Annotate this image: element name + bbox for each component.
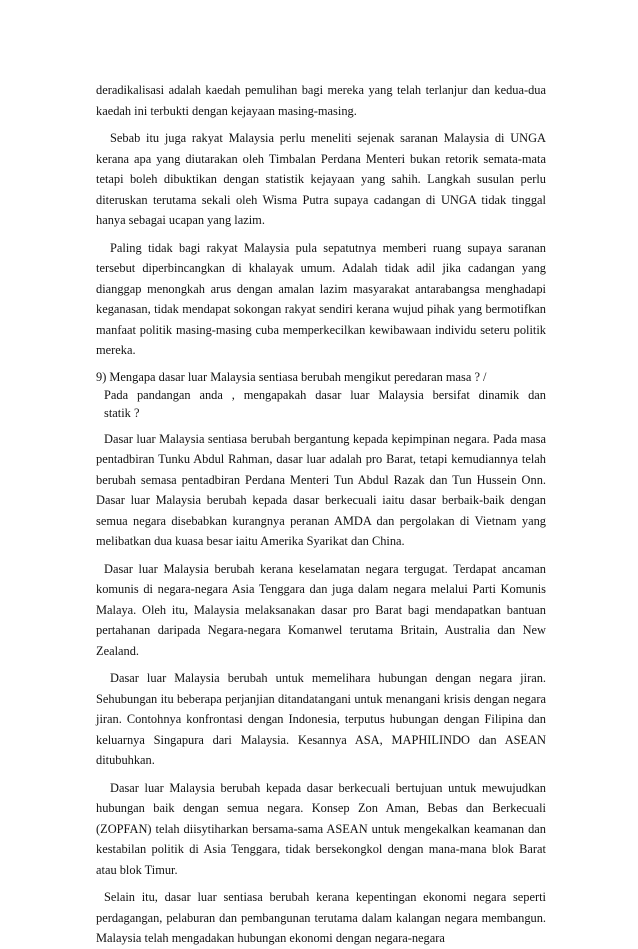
paragraph-2 [96,128,546,231]
paragraph-text: Dasar luar Malaysia sentiasa berubah bergantung kepada kepimpinan negara. Pada masa pentadbiran Tunku Abdul Rahman, dasar luar adalah pro Barat, tetapi kemudiannya telah berubah semasa pentadbiran Perdana Menteri Tun Abdul Razak dan Tun Hussein Onn. Dasar luar Malaysia berubah kepada dasar berkecuali iaitu dasar berbaik-baik dengan semua negara disebabkan kurangnya peranan AMDA dan pergolakan di Vietnam yang melibatkan dua kuasa besar iaitu Amerika Syarikat dan China. [96,431,546,548]
paragraph-text: Selain itu, dasar luar sentiasa berubah kerana kepentingan ekonomi negara seperti perdagangan, pelaburan dan pembangunan terutama dalam kalangan negara membangun. Malaysia telah mengadakan hubungan ekonomi dengan negara-negara [96,890,546,945]
paragraph-text: Dasar luar Malaysia berubah kerana keselamatan negara tergugat. Terdapat ancaman komunis di negara-negara Asia Tenggara dan juga dalam negara melalui Parti Komunis Malaya. Oleh itu, Malaysia melaksanakan dasar pro Barat bagi mendapatkan bantuan pertahanan daripada Negara-negara Komanwel terutama Britain, Australia dan New Zealand. [96,561,546,658]
answer-paragraph-2 [96,559,546,662]
answer-paragraph-1 [96,429,546,552]
answer-paragraph-3 [96,668,546,771]
paragraph-1 [96,80,546,121]
answer-paragraph-4 [96,778,546,881]
answer-paragraph-5 [96,887,546,949]
question-line-2: Pada pandangan anda , mengapakah dasar luar Malaysia bersifat dinamik dan [104,387,546,402]
question-line-3: statik ? [104,405,140,420]
paragraph-text: Sebab itu juga rakyat Malaysia perlu meneliti sejenak saranan Malaysia di UNGA kerana apa yang diutarakan oleh Timbalan Perdana Menteri bukan retorik semata-mata tetapi boleh dibuktikan dengan statistik kejayaan yang sahih. Langkah susulan perlu diteruskan terutama sekali oleh Wisma Putra supaya cadangan di UNGA tidak tinggal hanya sebagai ucapan yang lazim. [96,131,546,227]
question-9 [96,368,546,422]
paragraph-text: Dasar luar Malaysia berubah untuk memelihara hubungan dengan negara jiran. Sehubungan itu beberapa perjanjian ditandatangani untuk menangani krisis dengan negara jiran. Contohnya konfrontasi dengan Indonesia, terputus hubungan dengan Filipina dan keluarnya Singapura dari Malaysia. Kesannya ASA, MAPHILINDO dan ASEAN ditubuhkan. [96,671,546,767]
paragraph-text: Dasar luar Malaysia berubah kepada dasar berkecuali bertujuan untuk mewujudkan hubungan baik dengan semua negara. Konsep Zon Aman, Bebas dan Berkecuali (ZOPFAN) telah diisytiharkan bersama-sama ASEAN untuk mengekalkan keamanan dan kestabilan politik di Asia Tenggara, tidak bersekongkol dengan mana-mana blok Barat atau blok Timur. [96,780,546,877]
paragraph-text: Paling tidak bagi rakyat Malaysia pula sepatutnya memberi ruang supaya saranan tersebut diperbincangkan di khalayak umum. Adalah tidak adil jika cadangan yang dianggap menongkah arus dengan amalan lazim masyarakat antarabangsa menghadapi keganasan, tidak mendapat sokongan rakyat sendiri kerana wujud pihak yang bermotifkan manfaat politik masing-masing cuba memperkecilkan kewibawaan individu seteru politik mereka. [96,240,546,357]
paragraph-3 [96,238,546,361]
question-line-1: 9) Mengapa dasar luar Malaysia sentiasa berubah mengikut peredaran masa ? / [96,369,487,384]
paragraph-text: deradikalisasi adalah kaedah pemulihan bagi mereka yang telah terlanjur dan kedua-dua kaedah ini terbukti dengan kejayaan masing-masing. [96,83,546,118]
